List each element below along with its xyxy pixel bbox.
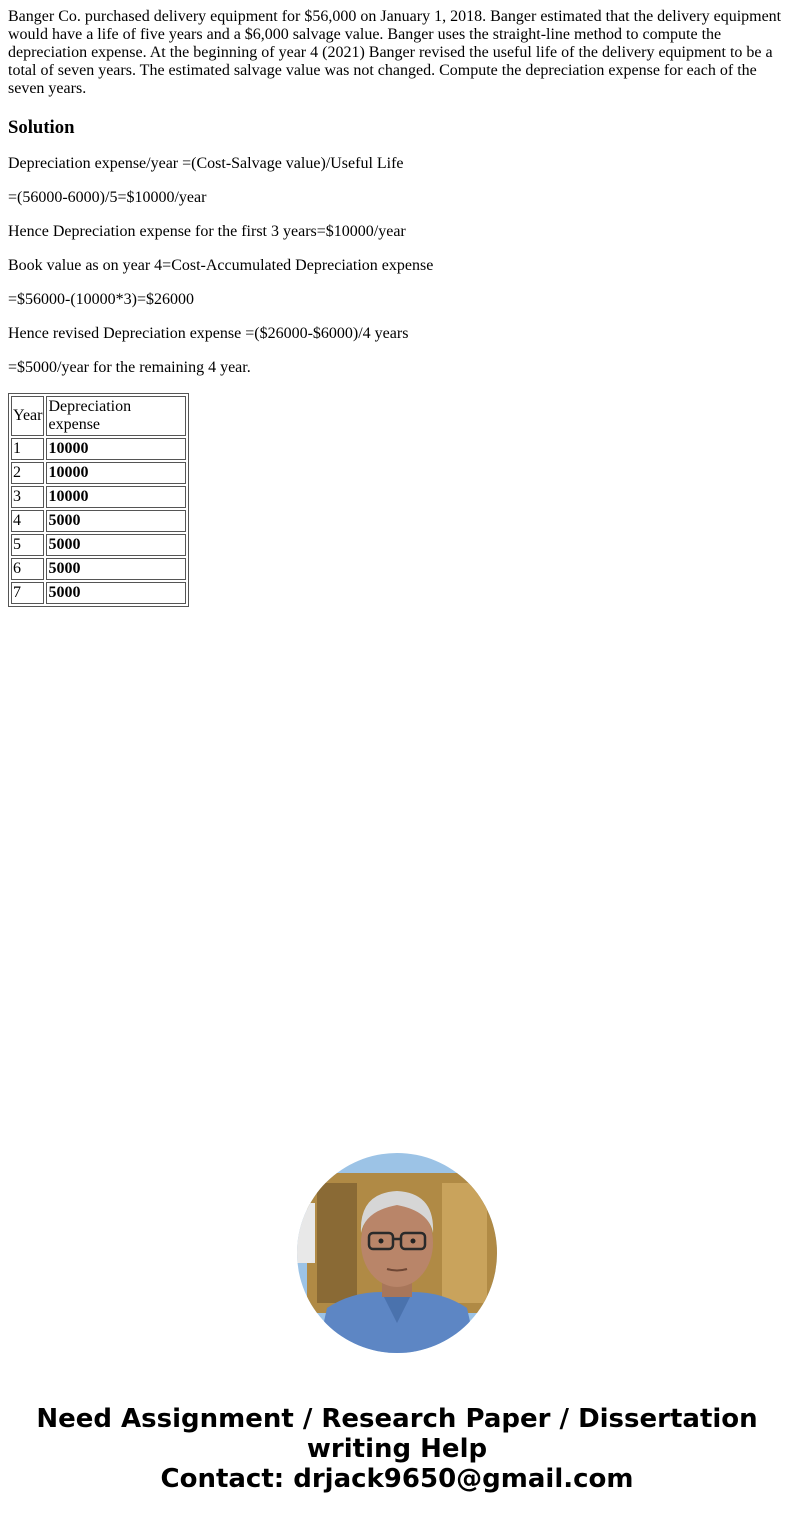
year-cell: 4 <box>11 510 44 532</box>
document-body <box>8 8 788 607</box>
expense-cell: 5000 <box>46 558 186 580</box>
solution-heading: Solution <box>8 117 75 138</box>
solution-step-2: =(56000-6000)/5=$10000/year <box>8 189 207 206</box>
year-cell: 7 <box>11 582 44 604</box>
footer-banner <box>0 1404 794 1494</box>
table-row <box>11 486 186 508</box>
year-cell: 5 <box>11 534 44 556</box>
expense-cell: 5000 <box>46 510 186 532</box>
expense-cell: 10000 <box>46 486 186 508</box>
footer-line-1: Need Assignment / Research Paper / Dissertation <box>36 1404 758 1434</box>
table-row <box>11 582 186 604</box>
table-row <box>11 534 186 556</box>
year-cell: 1 <box>11 438 44 460</box>
solution-step-7: =$5000/year for the remaining 4 year. <box>8 359 251 376</box>
depreciation-table <box>8 393 189 607</box>
table-header-row <box>11 396 186 436</box>
author-avatar <box>297 1153 497 1353</box>
expense-cell: 10000 <box>46 438 186 460</box>
table-row <box>11 438 186 460</box>
header-year: Year <box>11 396 44 436</box>
solution-step-5: =$56000-(10000*3)=$26000 <box>8 291 195 308</box>
year-cell: 3 <box>11 486 44 508</box>
header-depreciation-expense: Depreciation expense <box>46 396 186 436</box>
solution-step-1: Depreciation expense/year =(Cost-Salvage value)/Useful Life <box>8 155 404 172</box>
table-row <box>11 558 186 580</box>
table-row <box>11 462 186 484</box>
expense-cell: 10000 <box>46 462 186 484</box>
solution-step-3: Hence Depreciation expense for the first 3 years=$10000/year <box>8 223 406 240</box>
solution-step-6: Hence revised Depreciation expense =($26000-$6000)/4 years <box>8 325 409 342</box>
expense-cell: 5000 <box>46 582 186 604</box>
table-row <box>11 510 186 532</box>
footer-line-2: writing Help <box>306 1434 488 1464</box>
expense-cell: 5000 <box>46 534 186 556</box>
year-cell: 2 <box>11 462 44 484</box>
question-text: Banger Co. purchased delivery equipment for $56,000 on January 1, 2018. Banger estimated that the delivery equipment would have a life of five years and a $6,000 salvage value. Banger uses the straight-line method to compute the depreciation expense. At the beginning of year 4 (2021) Banger revised the useful life of the delivery equipment to be a total of seven years. The estimated salvage value was not changed. Compute the depreciation expense for each of the seven years. <box>8 8 782 97</box>
footer-contact: Contact: drjack9650@gmail.com <box>160 1464 634 1494</box>
solution-step-4: Book value as on year 4=Cost-Accumulated Depreciation expense <box>8 257 434 274</box>
year-cell: 6 <box>11 558 44 580</box>
